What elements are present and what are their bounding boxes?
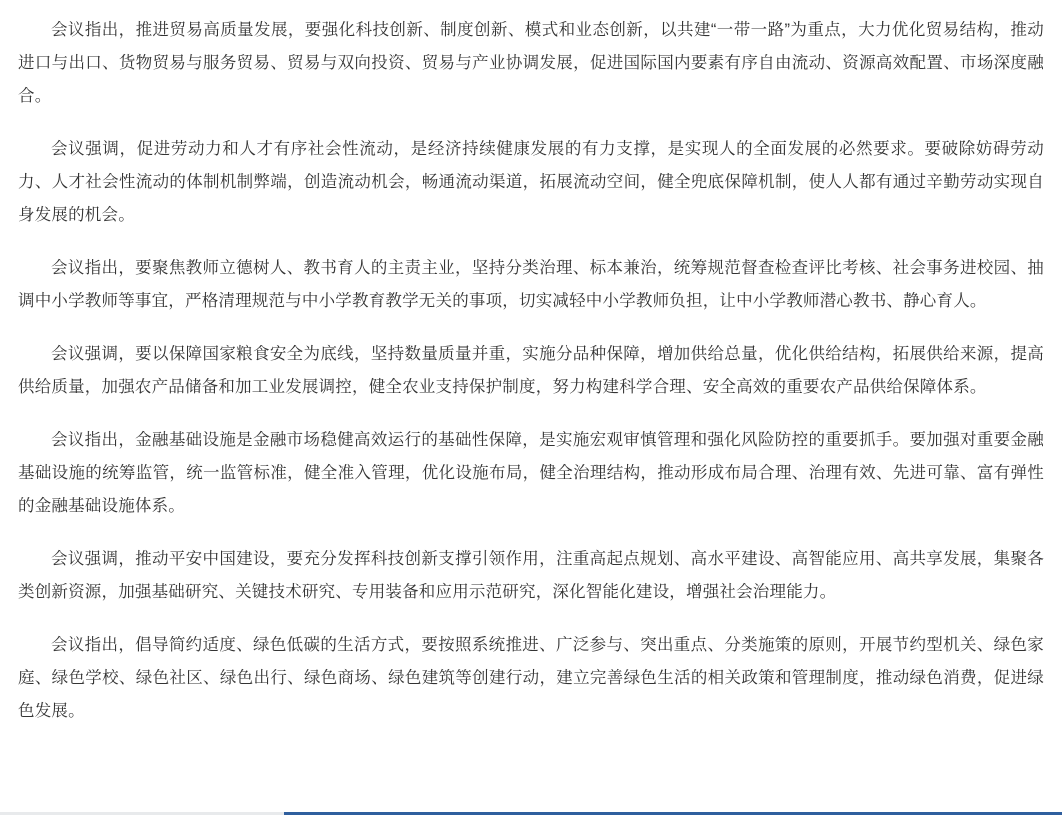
paragraph: 会议强调，推动平安中国建设，要充分发挥科技创新支撑引领作用，注重高起点规划、高水平建设、高智能应用、高共享发展，集聚各类创新资源，加强基础研究、关键技术研究、专用装备和应用示范研究，深化智能化建设，增强社会治理能力。 xyxy=(18,550,1044,601)
paragraph: 会议指出，金融基础设施是金融市场稳健高效运行的基础性保障，是实施宏观审慎管理和强化风险防控的重要抓手。要加强对重要金融基础设施的统筹监管，统一监管标准，健全准入管理，优化设施布局，健全治理结构，推动形成布局合理、治理有效、先进可靠、富有弹性的金融基础设施体系。 xyxy=(18,431,1044,515)
paragraph: 会议指出，要聚焦教师立德树人、教书育人的主责主业，坚持分类治理、标本兼治，统筹规范督查检查评比考核、社会事务进校园、抽调中小学教师等事宜，严格清理规范与中小学教育教学无关的事项，切实减轻中小学教师负担，让中小学教师潜心教书、静心育人。 xyxy=(18,259,1044,310)
paragraph: 会议强调，促进劳动力和人才有序社会性流动，是经济持续健康发展的有力支撑，是实现人的全面发展的必然要求。要破除妨碍劳动力、人才社会性流动的体制机制弊端，创造流动机会，畅通流动渠道，拓展流动空间，健全兜底保障机制，使人人都有通过辛勤劳动实现自身发展的机会。 xyxy=(18,140,1044,224)
paragraph: 会议强调，要以保障国家粮食安全为底线，坚持数量质量并重，实施分品种保障，增加供给总量，优化供给结构，拓展供给来源，提高供给质量，加强农产品储备和加工业发展调控，健全农业支持保护制度，努力构建科学合理、安全高效的重要农产品供给保障体系。 xyxy=(18,345,1044,396)
paragraph: 会议指出，倡导简约适度、绿色低碳的生活方式，要按照系统推进、广泛参与、突出重点、分类施策的原则，开展节约型机关、绿色家庭、绿色学校、绿色社区、绿色出行、绿色商场、绿色建筑等创建行动，建立完善绿色生活的相关政策和管理制度，推动绿色消费，促进绿色发展。 xyxy=(18,636,1044,720)
paragraph: 会议指出，推进贸易高质量发展，要强化科技创新、制度创新、模式和业态创新，以共建“一带一路”为重点，大力优化贸易结构，推动进口与出口、货物贸易与服务贸易、贸易与双向投资、贸易与产业协调发展，促进国际国内要素有序自由流动、资源高效配置、市场深度融合。 xyxy=(18,21,1044,105)
